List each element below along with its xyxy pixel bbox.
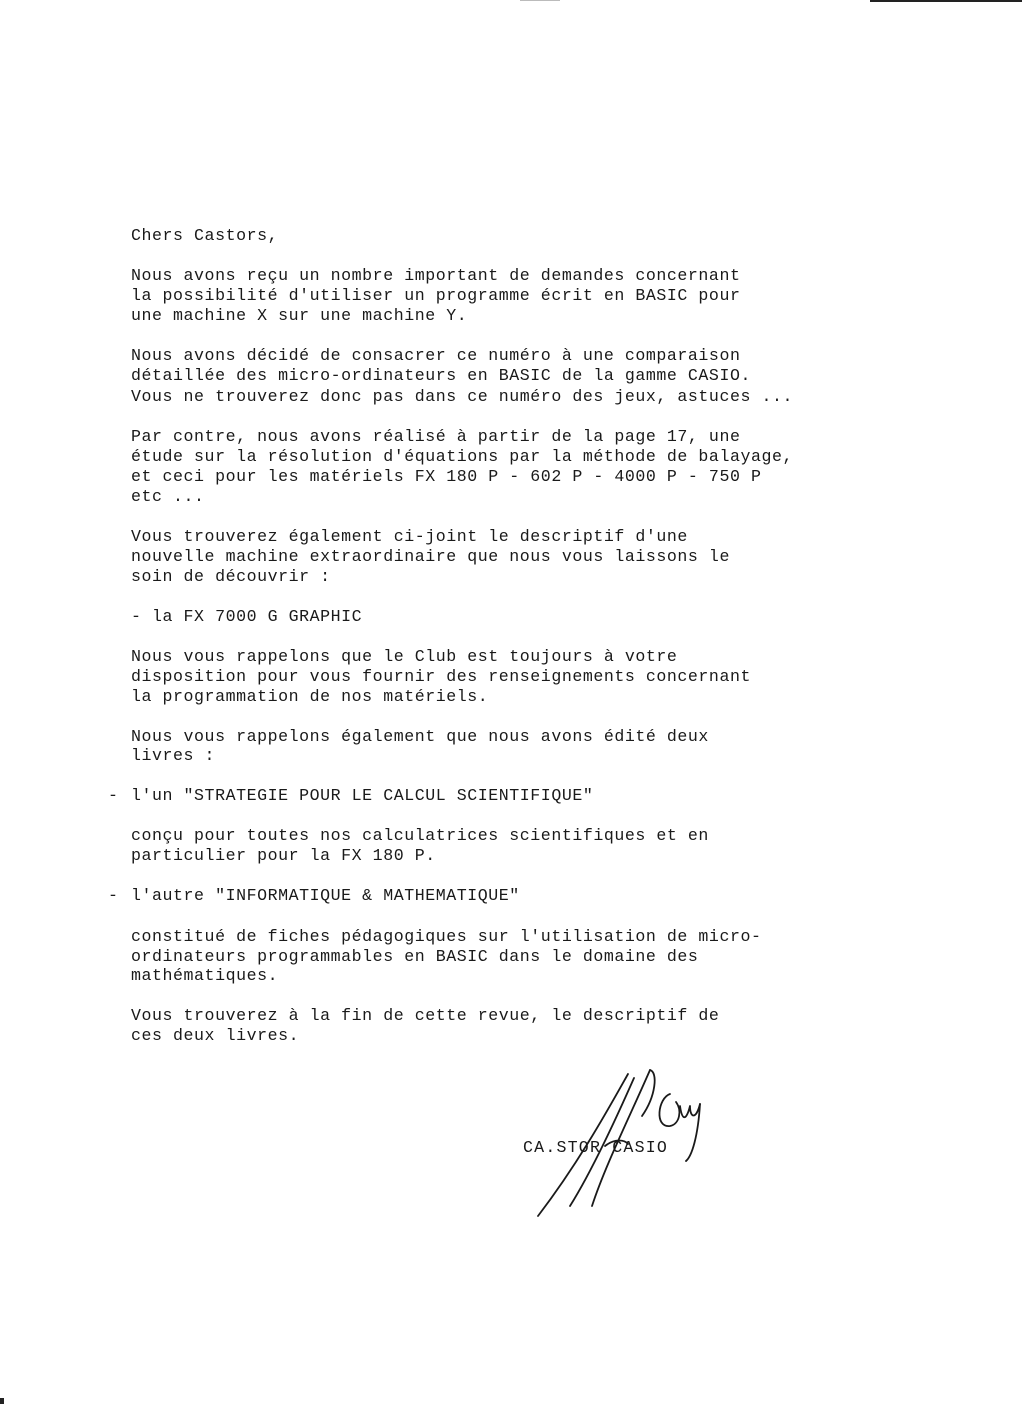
paragraph-2-line: Vous ne trouverez donc pas dans ce numéro des jeux, astuces ...: [131, 387, 793, 406]
list-dash: -: [108, 786, 118, 805]
paragraph-7-line: Vous trouverez à la fin de cette revue, le descriptif de: [131, 1006, 720, 1025]
book-1-description-line: particulier pour la FX 180 P.: [131, 846, 436, 865]
scan-edge-mark: [870, 0, 1022, 2]
paragraph-7-line: ces deux livres.: [131, 1026, 300, 1045]
paragraph-6-line: livres :: [131, 746, 216, 765]
paragraph-1-line: la possibilité d'utiliser un programme écrit en BASIC pour: [131, 286, 741, 305]
paragraph-5-line: la programmation de nos matériels.: [131, 687, 489, 706]
paragraph-2-line: Nous avons décidé de consacrer ce numéro à une comparaison: [131, 346, 741, 365]
paragraph-2-line: détaillée des micro-ordinateurs en BASIC de la gamme CASIO.: [131, 366, 751, 385]
scan-edge-mark: [520, 0, 560, 1]
book-1-title: l'un "STRATEGIE POUR LE CALCUL SCIENTIFIQUE": [131, 786, 594, 805]
book-2-description-line: ordinateurs programmables en BASIC dans le domaine des: [131, 947, 699, 966]
book-2-description-line: constitué de fiches pédagogiques sur l'utilisation de micro-: [131, 927, 762, 946]
paragraph-5-line: Nous vous rappelons que le Club est toujours à votre: [131, 647, 678, 666]
closing-signature-text: CA.STOR CASIO: [523, 1138, 669, 1157]
paragraph-3-line: etc ...: [131, 487, 205, 506]
book-2-description-line: mathématiques.: [131, 966, 279, 985]
paragraph-1-line: Nous avons reçu un nombre important de demandes concernant: [131, 266, 741, 285]
book-1-description-line: conçu pour toutes nos calculatrices scientifiques et en: [131, 826, 709, 845]
scan-edge-mark: [0, 1398, 4, 1404]
paragraph-4-line: Vous trouverez également ci-joint le descriptif d'une: [131, 527, 688, 546]
machine-list-item: - la FX 7000 G GRAPHIC: [131, 607, 363, 626]
paragraph-3-line: Par contre, nous avons réalisé à partir de la page 17, une: [131, 427, 741, 446]
paragraph-4-line: soin de découvrir :: [131, 567, 331, 586]
paragraph-6-line: Nous vous rappelons également que nous avons édité deux: [131, 727, 709, 746]
paragraph-5-line: disposition pour vous fournir des renseignements concernant: [131, 667, 751, 686]
paragraph-4-line: nouvelle machine extraordinaire que nous vous laissons le: [131, 547, 730, 566]
list-dash: -: [108, 886, 118, 905]
greeting: Chers Castors,: [131, 226, 279, 245]
paragraph-1-line: une machine X sur une machine Y.: [131, 306, 468, 325]
handwritten-signature: [530, 1066, 710, 1221]
paragraph-3-line: et ceci pour les matériels FX 180 P - 602 P - 4000 P - 750 P: [131, 467, 762, 486]
book-2-title: l'autre "INFORMATIQUE & MATHEMATIQUE": [131, 886, 520, 905]
paragraph-3-line: étude sur la résolution d'équations par la méthode de balayage,: [131, 447, 793, 466]
